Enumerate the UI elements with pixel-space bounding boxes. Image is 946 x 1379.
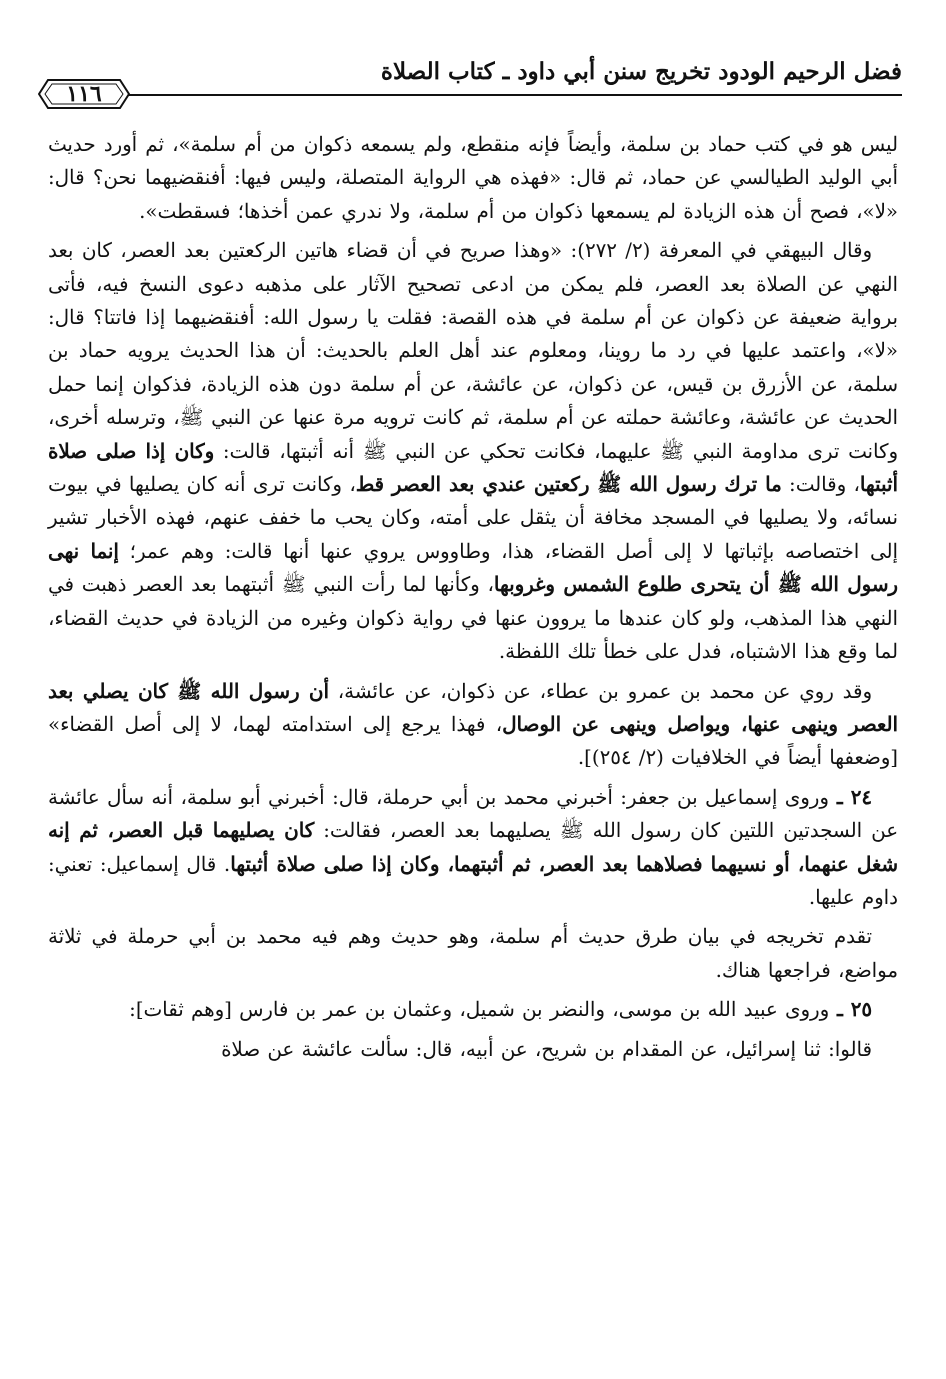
paragraph [48,128,898,228]
bold-text: أن رسول الله ﷺ كان يصلي بعد العصر وينهى عنها، ويواصل وينهى عن الوصال [48,678,898,736]
text-run: ، وقالت: [781,473,860,497]
paragraph [48,920,898,987]
running-header [44,58,902,107]
text-run: ، وكانت ترى أنه كان يصليها في بيوت نسائه، ولا يصليها في المسجد مخافة أن يثقل على أمته، وكان يحب ما خفف عنهم، فهذه الأخبار تشير إلى اختصاصه بإثباتها لا إلى أصل القضاء، هذا، وطاووس يروي عنها أنها قالت: وهم عمر؛ [48,473,898,563]
text-run: قالوا: ثنا إسرائيل، عن المقدام بن شريح، عن أبيه، قال: سألت عائشة عن صلاة [221,1037,872,1061]
text-run: تقدم تخريجه في بيان طرق حديث أم سلمة، وهو حديث وهم فيه محمد بن أبي حرملة في ثلاثة مواضع، فراجعها هناك. [48,925,898,982]
text-run: وروى عبيد الله بن موسى، والنضر بن شميل، وعثمان بن عمر بن فارس [وهم ثقات]: [129,998,830,1022]
page-number-frame [38,76,130,112]
bold-text: ٢٥ ـ [829,997,872,1022]
text-run: وقد روي عن محمد بن عمرو بن عطاء، عن ذكوان، عن عائشة، [328,679,872,703]
bold-text: ما ترك رسول الله ﷺ ركعتين عندي بعد العصر قط [355,472,782,497]
paragraph [48,234,898,668]
page-body [48,128,898,1072]
text-run: ليس هو في كتب حماد بن سلمة، وأيضاً فإنه منقطع، ولم يسمعه ذكوان من أم سلمة»، ثم أورد حديث أبي الوليد الطيالسي عن حماد، ثم قال: «فهذه هي الرواية المتصلة، وليس فيها: أفنقضيهما نحن؟ قال: «لا»، فصح أن هذه الزيادة لم يسمعها ذكوان من أم سلمة، ولا ندري عمن أخذها؛ فسقطت». [48,133,898,223]
text-run: ، فهذا يرجع إلى استدامته لهما، لا إلى أصل القضاء» [وضعفها أيضاً في الخلافيات (٢/ ٢٥٤)]. [48,712,898,770]
bold-text: ٢٤ ـ [828,784,872,809]
text-run: وروى إسماعيل بن جعفر: أخبرني محمد بن أبي حرملة، قال: أخبرني أبو سلمة، أنه سأل عائشة عن السجدتين اللتين كان رسول الله ﷺ يصليهما بعد العصر، فقالت: [48,785,898,843]
text-run: . قال إسماعيل: تعني: داوم عليها. [48,852,898,909]
paragraph [48,781,898,915]
paragraph [48,675,898,775]
bold-text: إنما نهى رسول الله ﷺ أن يتحرى طلوع الشمس وغروبها [48,538,898,597]
header-rule [44,94,902,96]
bold-text: كان يصليهما قبل العصر، ثم إنه شغل عنهما، أو نسيهما فصلاهما بعد العصر، ثم أثبتهما، وكان إذا صلى صلاة أثبتها [48,818,898,876]
book-title: فضل الرحيم الودود تخريج سنن أبي داود ـ كتاب الصلاة [373,58,902,85]
page-number: ١١٦ [66,81,102,107]
text-run: وقال البيهقي في المعرفة (٢/ ٢٧٢): «وهذا صريح في أن قضاء هاتين الركعتين بعد العصر، كان بعد النهي عن الصلاة بعد العصر، فلم يمكن من ادعى تصحيح الآثار على مذهبه دعوى النسخ فيه، فأتى برواية ضعيفة عن ذكوان عن أم سلمة في هذه القصة: فقلت يا رسول الله: أفنقضيهما إذا فاتتا؟ قال: «لا»، واعتمد عليها في رد ما روينا، ومعلوم عند أهل العلم بالحديث: أن هذا الحديث يرويه حماد بن سلمة، عن الأزرق بن قيس، عن ذكوان، عن عائشة، عن أم سلمة دون هذه الزيادة، فذكوان إنما حمل الحديث عن عائشة، وعائشة حملته عن أم سلمة، ثم كانت ترويه مرة عنها عن النبي ﷺ، وترسله أخرى، وكانت ترى مداومة النبي ﷺ عليهما، فكانت تحكي عن النبي ﷺ أنه أثبتها، قالت: [48,239,899,463]
bold-text: وكان إذا صلى صلاة أثبتها [48,438,898,497]
paragraph [48,993,898,1026]
text-run: ، وكأنها لما رأت النبي ﷺ أثبتهما بعد العصر ذهبت في النهي هذا المذهب، ولو كان عندها ما يروون عنها في رواية ذكوان وغيره من الزيادة في حديث القضاء، لما وقع هذا الاشتباه، فدل على خطأ تلك اللفظة. [48,573,898,664]
paragraph [48,1033,898,1066]
